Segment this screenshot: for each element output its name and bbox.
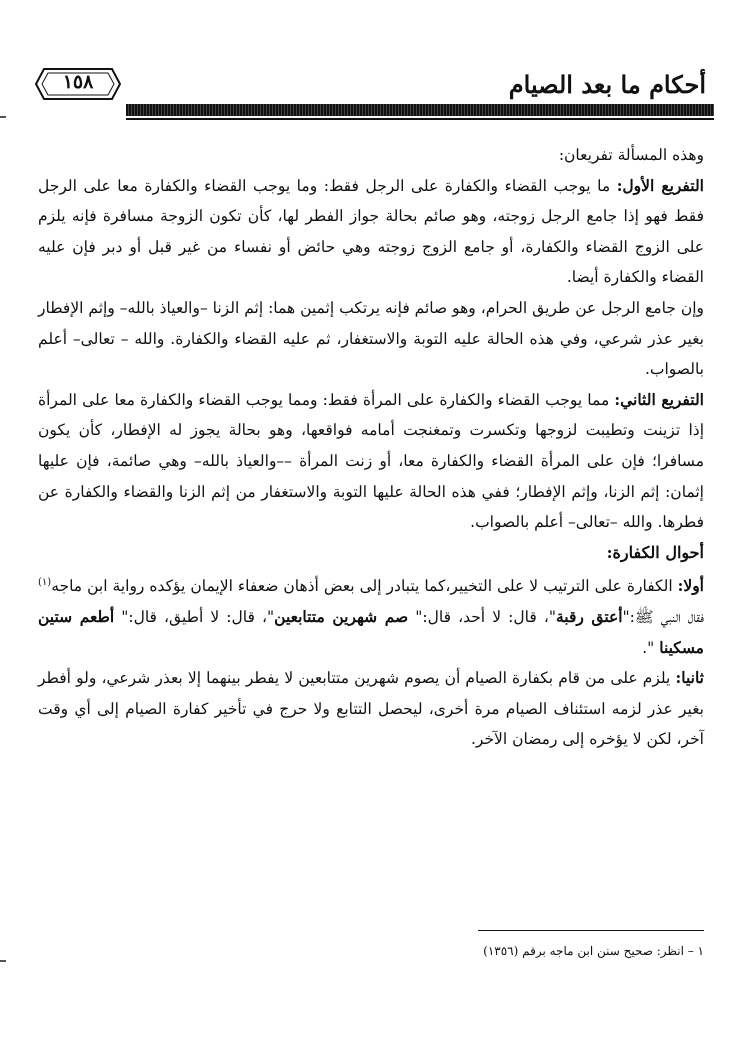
- para2: وإن جامع الرجل عن طريق الحرام، وهو صائم فإنه يرتكب إثمين هما: إثم الزنا –والعياذ بالله– وإثم الإفطار بغير عذر شرعي، وفي هذه الحالة عليه التوبة والاستغفار، ثم عليه القضاء والكفارة. والله – تعالى– أعلم بالصواب.: [38, 298, 704, 379]
- first-text-a: الكفارة على الترتيب لا على التخيير،كما يتبادر إلى بعض أذهان ضعفاء الإيمان يؤكده رواية ابن ماجه: [51, 577, 678, 596]
- branch1-text: ما يوجب القضاء والكفارة على الرجل فقط: وما يوجب القضاء والكفارة معا على الرجل فقط فهو إذا جامع الرجل زوجته، وهو صائم بحالة جواز الفطر لها، كأن تكون الزوجة مسافرة فإنه يلزم على الزوج القضاء والكفارة، أو جامع الزوج زوجته وهي حائض أو نفساء من غير قبل أو دبر فإن عليه القضاء والكفارة أيضا.: [38, 176, 704, 287]
- first-text-b: فقال النبي ﷺ:": [622, 608, 704, 627]
- footnote-marker: (١): [38, 577, 52, 589]
- page-number: ١٥٨: [62, 71, 94, 93]
- second-paragraph: [38, 663, 704, 755]
- first-label: أولا:: [677, 576, 704, 596]
- hadith-quote-2: صم شهرين متتابعين: [274, 607, 409, 627]
- running-title: أحكام ما بعد الصيام: [508, 70, 706, 99]
- branch2-text: مما يوجب القضاء والكفارة على المرأة فقط: ومما يوجب القضاء والكفارة معا على المرأة إذا تزينت وتطيبت لزوجها وتكسرت وتمغنجت أمامه فواقعها، وهو بحالة يجوز له الإفطار، كأن يكون مسافرا؛ فإن على المرأة القضاء والكفارة معا، أو زنت المرأة ––والعياذ بالله– وهي صائمة، فإن عليها إثمان: إثم الزنا، وإثم الإفطار؛ ففي هذه الحالة عليها التوبة والاستغفار من إثم الزنا والقضاء والكفارة عن فطرها. والله –تعالى– أعلم بالصواب.: [38, 390, 704, 532]
- branch1-label: التفريع الأول:: [616, 175, 704, 195]
- hadith-quote-1: أعتق رقبة: [555, 607, 623, 627]
- section-title: أحوال الكفارة:: [606, 542, 704, 562]
- hadith-quote-3: أطعم ستين مسكينا: [38, 607, 704, 657]
- scan-edge-mark: [0, 960, 6, 962]
- second-text: يلزم على من قام بكفارة الصيام أن يصوم شهرين متتابعين لا يفطر بينهما إلا بعذر شرعي، ولو أفطر بغير عذر لزمه استئناف الصيام مرة أخرى، ليحصل التتابع ولا حرج في تأخير كفارة الصيام إلى أي وقت آخر، لكن لا يؤخره إلى رمضان الآخر.: [38, 669, 704, 749]
- first-text-e: ".: [642, 638, 660, 657]
- page-header: [30, 66, 714, 106]
- intro-line: وهذه المسألة تفريعان:: [558, 146, 704, 164]
- scan-edge-mark: [0, 116, 6, 118]
- header-rule-thin: [126, 118, 714, 120]
- first-text-d: "، قال: لا أطيق، قال:": [114, 608, 275, 627]
- first-paragraph: [38, 568, 704, 663]
- first-text-c: "، قال: لا أحد، قال:": [408, 608, 556, 627]
- footnote: ١ – انظر: صحيح سنن ابن ماجه برقم (١٣٥٦): [483, 944, 704, 958]
- branch2-label: التفريع الثاني:: [614, 389, 704, 409]
- second-label: ثانيا:: [675, 668, 704, 688]
- page-number-frame: [34, 66, 122, 102]
- branch1-paragraph: [38, 171, 704, 293]
- header-rule: [126, 104, 714, 116]
- footnote-divider: [478, 930, 704, 931]
- page-body: [38, 140, 704, 755]
- branch2-paragraph: [38, 385, 704, 538]
